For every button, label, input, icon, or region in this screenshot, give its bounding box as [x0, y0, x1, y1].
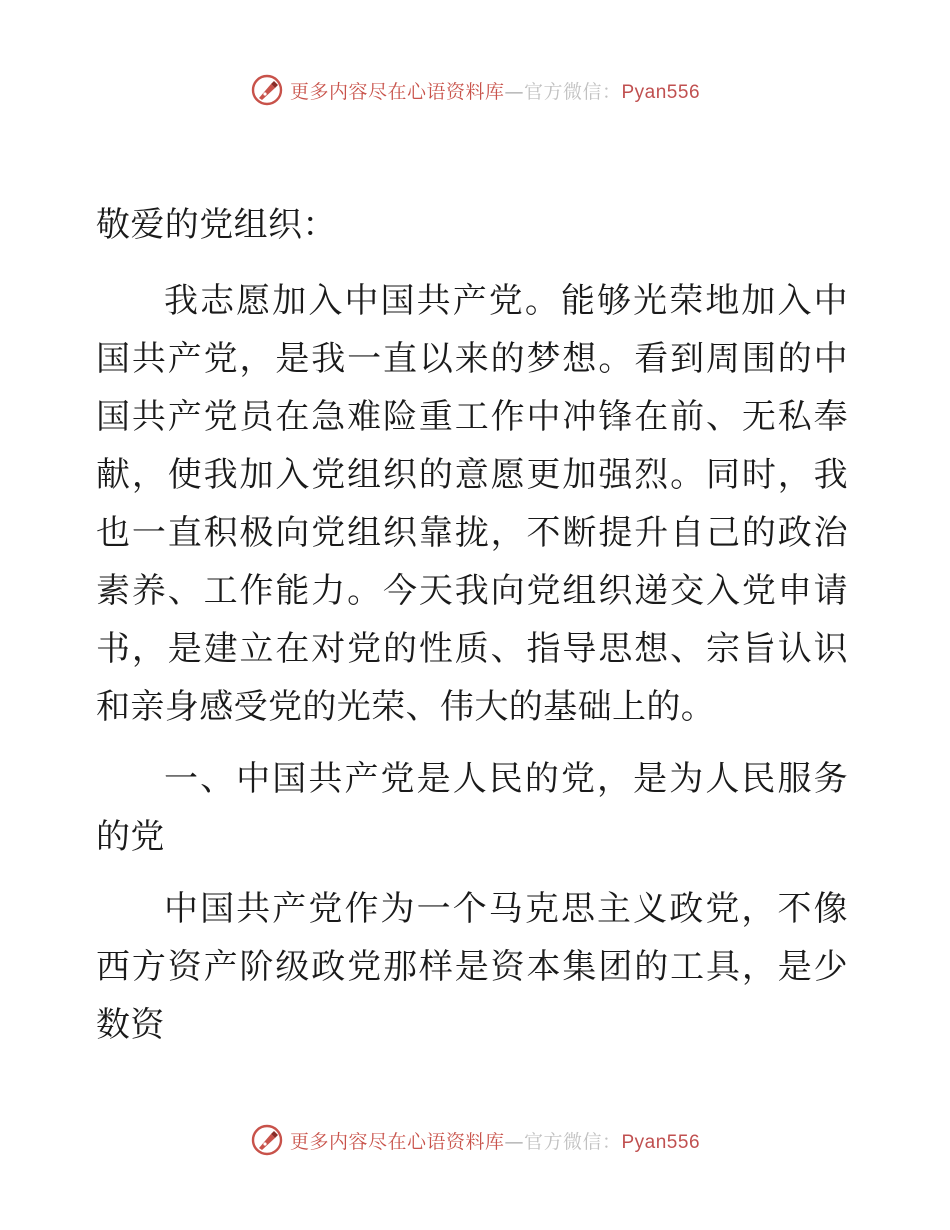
footer-banner-inner — [250, 1123, 700, 1157]
salutation: 敬爱的党组织： — [96, 205, 337, 245]
banner-text — [290, 77, 700, 104]
footer-banner — [0, 1120, 950, 1160]
banner-dash: — — [504, 1130, 524, 1153]
paragraph-intro: 我志愿加入中国共产党。能够光荣地加入中国共产党，是我一直以来的梦想。看到周围的中国共产党员在急难险重工作中冲锋在前、无私奉献，使我加入党组织的意愿更加强烈。同时，我也一直积极向党组织靠拢，不断提升自己的政治素养、工作能力。今天我向党组织递交入党申请书，是建立在对党的性质、指导思想、宗旨认识和亲身感受党的光荣、伟大的基础上的。 — [96, 281, 848, 727]
banner-wechat-id: Pyan556 — [621, 1131, 701, 1153]
banner-main-text: 更多内容尽在心语资料库 — [289, 80, 505, 103]
paragraph-section-1: 中国共产党作为一个马克思主义政党，不像西方资产阶级政党那样是资本集团的工具，是少数资 — [96, 889, 848, 1045]
pen-nib-logo-icon — [250, 1123, 284, 1157]
banner-wechat-label: 官方微信： — [523, 80, 622, 103]
header-banner — [0, 70, 950, 110]
banner-wechat-label: 官方微信： — [523, 1130, 622, 1153]
section-heading-1: 一、中国共产党是人民的党，是为人民服务的党 — [96, 759, 848, 857]
pen-nib-logo-icon — [250, 73, 284, 107]
banner-text — [290, 1127, 700, 1154]
header-banner-inner — [250, 73, 700, 107]
document-body — [96, 196, 848, 1068]
banner-wechat-id: Pyan556 — [621, 81, 701, 103]
banner-main-text: 更多内容尽在心语资料库 — [289, 1130, 505, 1153]
banner-dash: — — [504, 80, 524, 103]
